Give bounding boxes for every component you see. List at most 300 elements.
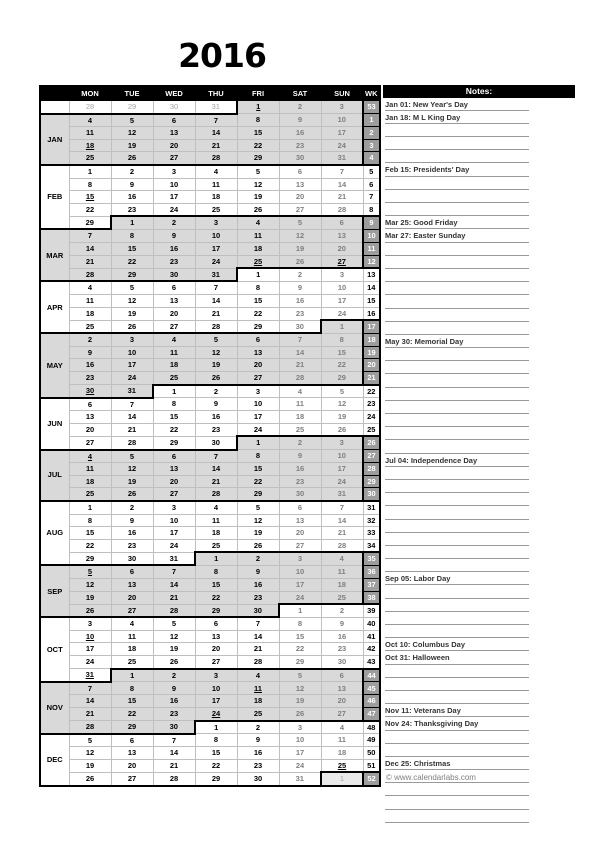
day-cell: 4 (321, 552, 363, 565)
day-cell: 7 (279, 333, 321, 346)
calendar-table (39, 85, 381, 787)
week-number-cell: 12 (363, 255, 380, 268)
month-label-oct: OCT (40, 617, 69, 681)
day-cell: 27 (111, 604, 153, 617)
week-number-cell: 20 (363, 359, 380, 372)
note-line (385, 480, 529, 493)
day-cell: 3 (279, 721, 321, 734)
day-cell: 31 (111, 385, 153, 398)
day-cell: 9 (69, 346, 111, 359)
week-number-cell: 22 (363, 385, 380, 398)
day-cell: 16 (111, 527, 153, 540)
week-row (40, 101, 380, 114)
day-cell: 25 (321, 759, 363, 772)
day-cell: 27 (69, 436, 111, 449)
day-cell: 23 (153, 707, 195, 720)
note-line (385, 493, 529, 506)
week-row (40, 772, 380, 786)
day-cell: 1 (69, 501, 111, 514)
day-cell: 6 (111, 565, 153, 578)
week-row (40, 255, 380, 268)
day-cell: 20 (153, 475, 195, 488)
day-cell: 26 (279, 707, 321, 720)
day-cell: 30 (195, 436, 237, 449)
day-cell: 4 (69, 450, 111, 463)
day-cell: 5 (195, 333, 237, 346)
day-cell: 30 (153, 268, 195, 281)
day-cell: 27 (279, 539, 321, 552)
day-cell: 24 (321, 139, 363, 152)
day-cell: 5 (69, 734, 111, 747)
month-label-empty (40, 101, 69, 114)
week-number-cell: 53 (363, 101, 380, 114)
week-row (40, 604, 380, 617)
day-cell: 9 (279, 114, 321, 127)
day-cell: 2 (237, 552, 279, 565)
day-cell: 8 (195, 734, 237, 747)
week-number-cell: 3 (363, 139, 380, 152)
note-line-holiday: Jan 01: New Year's Day (385, 98, 529, 111)
day-cell: 26 (153, 656, 195, 669)
day-cell: 21 (153, 591, 195, 604)
day-cell: 10 (279, 734, 321, 747)
note-line (385, 810, 529, 823)
week-number-cell: 5 (363, 165, 380, 178)
day-cell: 22 (153, 423, 195, 436)
day-cell: 4 (153, 333, 195, 346)
day-cell: 17 (111, 359, 153, 372)
day-cell: 29 (195, 772, 237, 786)
day-cell: 6 (279, 165, 321, 178)
day-cell: 19 (237, 527, 279, 540)
week-row (40, 346, 380, 359)
day-cell: 9 (153, 682, 195, 695)
day-cell: 27 (237, 371, 279, 384)
day-cell: 16 (279, 294, 321, 307)
day-cell: 17 (69, 643, 111, 656)
week-row (40, 695, 380, 708)
day-cell: 24 (153, 539, 195, 552)
note-line (385, 124, 529, 137)
week-number-cell: 6 (363, 178, 380, 191)
day-cell: 8 (195, 565, 237, 578)
day-cell: 30 (153, 101, 195, 114)
day-cell: 30 (153, 721, 195, 734)
day-cell: 7 (195, 450, 237, 463)
note-line (385, 625, 529, 638)
day-cell: 8 (111, 682, 153, 695)
day-cell: 23 (237, 591, 279, 604)
week-row (40, 307, 380, 320)
day-cell: 14 (111, 411, 153, 424)
day-cell: 16 (195, 411, 237, 424)
note-line (385, 691, 529, 704)
month-label-jul: JUL (40, 450, 69, 501)
day-cell: 2 (111, 165, 153, 178)
day-cell: 9 (237, 734, 279, 747)
week-row (40, 707, 380, 720)
note-line (385, 678, 529, 691)
day-cell: 27 (111, 772, 153, 786)
day-cell: 20 (111, 591, 153, 604)
note-line (385, 546, 529, 559)
day-cell: 10 (153, 514, 195, 527)
week-row (40, 371, 380, 384)
day-header-thu: THU (195, 86, 237, 101)
note-line-holiday: Oct 10: Columbus Day (385, 638, 529, 651)
day-cell: 24 (153, 203, 195, 216)
day-cell: 11 (69, 463, 111, 476)
day-cell: 29 (237, 152, 279, 165)
week-row (40, 617, 380, 630)
note-line (385, 150, 529, 163)
day-cell: 19 (279, 243, 321, 256)
day-cell: 29 (279, 656, 321, 669)
day-cell: 1 (69, 165, 111, 178)
month-label-apr: APR (40, 281, 69, 333)
day-cell: 10 (153, 178, 195, 191)
day-cell: 15 (69, 527, 111, 540)
day-cell: 24 (321, 307, 363, 320)
week-row (40, 398, 380, 411)
day-cell: 15 (111, 695, 153, 708)
day-cell: 6 (237, 333, 279, 346)
day-cell: 8 (69, 514, 111, 527)
day-cell: 4 (111, 617, 153, 630)
day-cell: 23 (279, 139, 321, 152)
note-line (385, 388, 529, 401)
note-line (385, 520, 529, 533)
note-line (385, 361, 529, 374)
note-line (385, 599, 529, 612)
day-cell: 17 (237, 411, 279, 424)
day-cell: 29 (153, 436, 195, 449)
day-cell: 14 (195, 463, 237, 476)
month-column-header (40, 86, 69, 101)
day-cell: 13 (69, 411, 111, 424)
day-cell: 2 (279, 436, 321, 449)
day-cell: 19 (111, 139, 153, 152)
day-cell: 20 (321, 243, 363, 256)
day-cell: 5 (69, 565, 111, 578)
note-line (385, 612, 529, 625)
day-cell: 13 (195, 630, 237, 643)
day-cell: 14 (69, 695, 111, 708)
day-cell: 29 (111, 721, 153, 734)
day-cell: 6 (321, 216, 363, 229)
day-cell: 15 (69, 191, 111, 204)
day-cell: 20 (279, 527, 321, 540)
day-cell: 19 (153, 643, 195, 656)
week-row (40, 359, 380, 372)
week-number-cell: 45 (363, 682, 380, 695)
day-cell: 21 (321, 527, 363, 540)
day-cell: 30 (321, 656, 363, 669)
day-cell: 2 (279, 268, 321, 281)
day-cell: 2 (111, 501, 153, 514)
day-cell: 30 (237, 772, 279, 786)
day-cell: 1 (321, 320, 363, 333)
week-number-cell: 42 (363, 643, 380, 656)
day-cell: 7 (111, 398, 153, 411)
week-number-cell: 25 (363, 423, 380, 436)
day-cell: 31 (321, 488, 363, 501)
day-cell: 2 (153, 669, 195, 682)
day-cell: 11 (69, 127, 111, 140)
note-line (385, 533, 529, 546)
week-number-cell: 24 (363, 411, 380, 424)
day-cell: 1 (195, 552, 237, 565)
day-cell: 17 (321, 463, 363, 476)
day-cell: 22 (195, 591, 237, 604)
day-cell: 31 (195, 268, 237, 281)
week-row (40, 682, 380, 695)
day-cell: 2 (279, 101, 321, 114)
day-cell: 4 (69, 114, 111, 127)
day-cell: 20 (111, 759, 153, 772)
day-cell: 18 (237, 243, 279, 256)
day-cell: 10 (195, 682, 237, 695)
day-cell: 2 (153, 216, 195, 229)
day-cell: 13 (111, 578, 153, 591)
day-cell: 20 (153, 139, 195, 152)
note-line-holiday: Oct 31: Halloween (385, 651, 529, 664)
day-cell: 31 (321, 152, 363, 165)
day-cell: 19 (69, 591, 111, 604)
day-cell: 17 (321, 127, 363, 140)
day-cell: 27 (321, 255, 363, 268)
day-cell: 15 (153, 411, 195, 424)
day-cell: 3 (69, 617, 111, 630)
day-cell: 13 (111, 747, 153, 760)
note-line-holiday: Feb 15: Presidents' Day (385, 163, 529, 176)
day-cell: 9 (153, 229, 195, 242)
day-cell: 8 (237, 281, 279, 294)
week-number-cell: 11 (363, 243, 380, 256)
day-cell: 1 (321, 772, 363, 786)
day-cell: 19 (237, 191, 279, 204)
day-cell: 26 (195, 371, 237, 384)
day-cell: 12 (279, 682, 321, 695)
day-cell: 8 (279, 617, 321, 630)
day-cell: 3 (111, 333, 153, 346)
day-cell: 13 (153, 463, 195, 476)
day-cell: 4 (69, 281, 111, 294)
day-cell: 12 (69, 578, 111, 591)
week-row (40, 721, 380, 734)
note-line-holiday: Sep 05: Labor Day (385, 572, 529, 585)
day-cell: 22 (321, 359, 363, 372)
week-row (40, 385, 380, 398)
week-row (40, 436, 380, 449)
week-row (40, 450, 380, 463)
week-row (40, 127, 380, 140)
day-cell: 27 (279, 203, 321, 216)
month-label-dec: DEC (40, 734, 69, 786)
day-cell: 21 (195, 139, 237, 152)
day-cell: 11 (69, 294, 111, 307)
week-number-cell: 23 (363, 398, 380, 411)
day-cell: 16 (153, 243, 195, 256)
day-cell: 22 (195, 759, 237, 772)
day-cell: 1 (237, 436, 279, 449)
day-cell: 21 (195, 307, 237, 320)
day-cell: 24 (69, 656, 111, 669)
day-cell: 27 (153, 320, 195, 333)
day-cell: 11 (195, 514, 237, 527)
note-line (385, 427, 529, 440)
day-cell: 19 (69, 759, 111, 772)
day-cell: 26 (69, 604, 111, 617)
day-cell: 21 (69, 707, 111, 720)
day-cell: 31 (153, 552, 195, 565)
day-cell: 10 (321, 281, 363, 294)
day-cell: 9 (279, 450, 321, 463)
day-cell: 4 (279, 385, 321, 398)
note-line-holiday: Nov 11: Veterans Day (385, 704, 529, 717)
note-line (385, 585, 529, 598)
day-cell: 14 (153, 578, 195, 591)
week-number-cell: 9 (363, 216, 380, 229)
note-line (385, 744, 529, 757)
week-number-cell: 26 (363, 436, 380, 449)
week-row (40, 488, 380, 501)
day-cell: 5 (279, 669, 321, 682)
day-cell: 15 (195, 747, 237, 760)
day-cell: 21 (153, 759, 195, 772)
day-cell: 12 (111, 127, 153, 140)
week-number-cell: 48 (363, 721, 380, 734)
week-number-cell: 47 (363, 707, 380, 720)
day-cell: 29 (237, 488, 279, 501)
day-cell: 8 (237, 450, 279, 463)
day-cell: 30 (69, 385, 111, 398)
day-cell: 20 (69, 423, 111, 436)
week-number-cell: 33 (363, 527, 380, 540)
week-row (40, 734, 380, 747)
note-line (385, 665, 529, 678)
day-cell: 12 (321, 398, 363, 411)
day-cell: 20 (153, 307, 195, 320)
day-cell: 13 (279, 178, 321, 191)
week-row (40, 229, 380, 242)
day-header-sun: SUN (321, 86, 363, 101)
day-cell: 9 (111, 514, 153, 527)
day-cell: 4 (195, 501, 237, 514)
day-cell: 23 (279, 475, 321, 488)
day-cell: 14 (321, 178, 363, 191)
day-cell: 16 (153, 695, 195, 708)
day-cell: 28 (195, 152, 237, 165)
day-cell: 12 (111, 294, 153, 307)
day-cell: 13 (279, 514, 321, 527)
day-cell: 2 (321, 604, 363, 617)
day-cell: 22 (237, 475, 279, 488)
note-line (385, 190, 529, 203)
day-cell: 15 (279, 630, 321, 643)
day-cell: 4 (321, 721, 363, 734)
day-cell: 30 (279, 320, 321, 333)
note-line (385, 440, 529, 453)
day-cell: 13 (237, 346, 279, 359)
day-cell: 28 (195, 488, 237, 501)
week-row (40, 411, 380, 424)
notes-title: Notes: (383, 85, 575, 98)
day-cell: 9 (279, 281, 321, 294)
day-cell: 13 (321, 229, 363, 242)
day-cell: 1 (111, 669, 153, 682)
day-cell: 15 (237, 294, 279, 307)
note-line (385, 322, 529, 335)
day-cell: 13 (153, 127, 195, 140)
note-line (385, 414, 529, 427)
day-cell: 23 (237, 759, 279, 772)
day-cell: 20 (237, 359, 279, 372)
day-cell: 26 (69, 772, 111, 786)
week-number-cell: 52 (363, 772, 380, 786)
day-cell: 30 (279, 152, 321, 165)
week-number-cell: 51 (363, 759, 380, 772)
day-cell: 6 (69, 398, 111, 411)
day-cell: 13 (321, 682, 363, 695)
notes-panel (383, 85, 575, 823)
month-label-mar: MAR (40, 229, 69, 281)
week-number-cell: 15 (363, 294, 380, 307)
day-cell: 9 (237, 565, 279, 578)
day-cell: 22 (237, 139, 279, 152)
week-number-cell: 32 (363, 514, 380, 527)
day-cell: 27 (321, 707, 363, 720)
day-cell: 3 (321, 268, 363, 281)
week-number-cell: 31 (363, 501, 380, 514)
note-line (385, 796, 529, 809)
day-cell: 28 (69, 268, 111, 281)
note-line-holiday: Jul 04: Independence Day (385, 454, 529, 467)
week-number-cell: 10 (363, 229, 380, 242)
day-cell: 18 (69, 475, 111, 488)
weekday-header-row (40, 86, 380, 101)
day-cell: 1 (153, 385, 195, 398)
week-row (40, 191, 380, 204)
day-cell: 21 (111, 423, 153, 436)
week-row (40, 216, 380, 229)
day-cell: 8 (153, 398, 195, 411)
year-title: 2016 (178, 36, 266, 75)
note-line-holiday: Jan 18: M L King Day (385, 111, 529, 124)
week-row (40, 759, 380, 772)
day-cell: 10 (279, 565, 321, 578)
week-row (40, 203, 380, 216)
day-cell: 26 (111, 488, 153, 501)
week-row (40, 152, 380, 165)
day-cell: 24 (195, 707, 237, 720)
day-cell: 6 (321, 669, 363, 682)
day-cell: 7 (321, 501, 363, 514)
day-cell: 12 (237, 514, 279, 527)
day-cell: 3 (279, 552, 321, 565)
day-cell: 25 (69, 320, 111, 333)
day-cell: 11 (153, 346, 195, 359)
week-row (40, 514, 380, 527)
note-line (385, 348, 529, 361)
day-cell: 29 (237, 320, 279, 333)
week-number-cell: 14 (363, 281, 380, 294)
note-line-holiday: May 30: Memorial Day (385, 335, 529, 348)
day-cell: 10 (321, 450, 363, 463)
day-cell: 24 (195, 255, 237, 268)
day-header-fri: FRI (237, 86, 279, 101)
day-cell: 28 (279, 371, 321, 384)
